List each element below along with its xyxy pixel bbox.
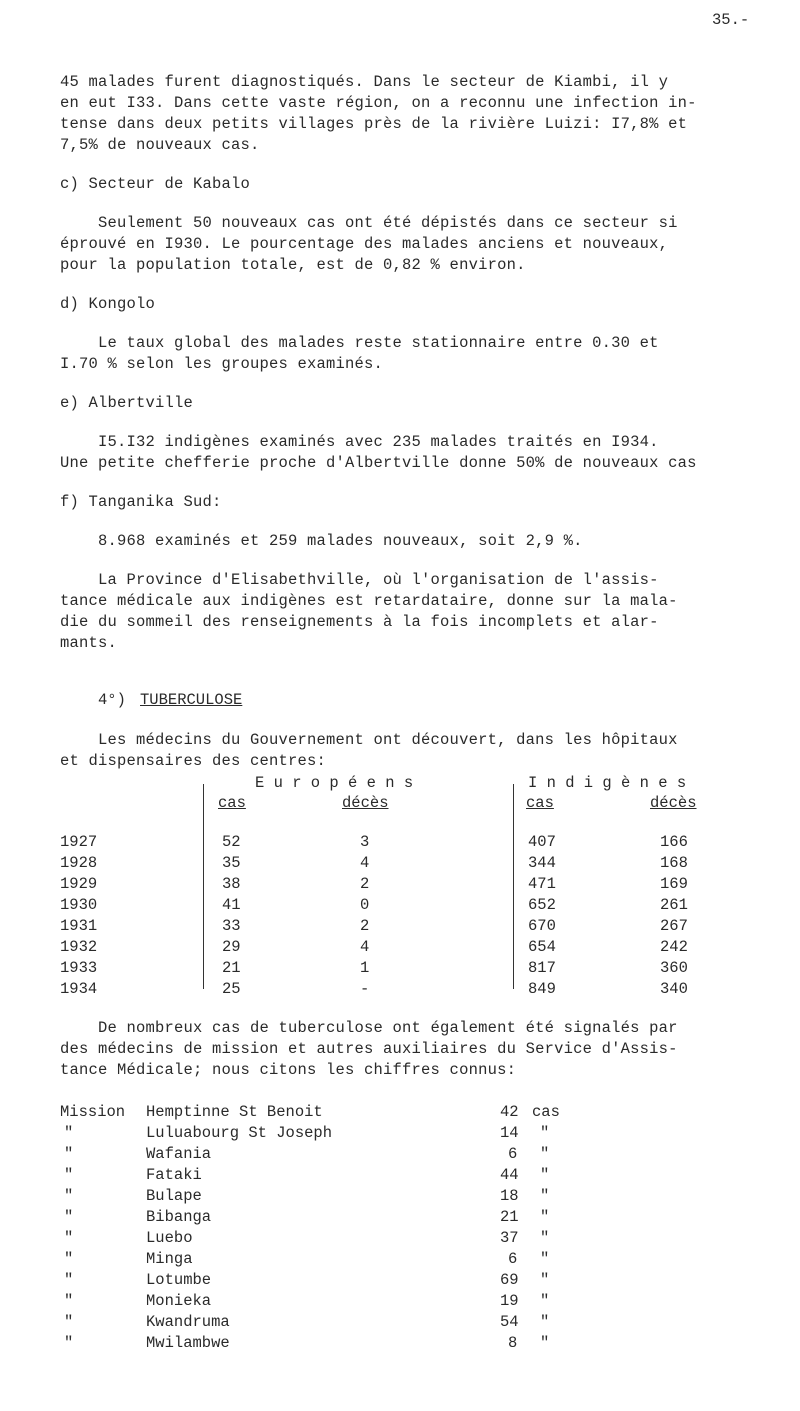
in-cas-cell: 407 bbox=[528, 833, 556, 851]
mission-name: Luluabourg St Joseph bbox=[146, 1124, 333, 1142]
sub-header-cas: cas bbox=[218, 794, 246, 812]
list-item bbox=[60, 1250, 760, 1271]
year-cell: 1928 bbox=[60, 854, 98, 872]
text-line: 45 malades furent diagnostiqués. Dans le secteur de Kiambi, il y bbox=[60, 73, 669, 91]
mission-unit: " bbox=[540, 1145, 550, 1163]
eu-deces-cell: 0 bbox=[360, 896, 370, 914]
in-cas-cell: 670 bbox=[528, 917, 556, 935]
mission-unit: " bbox=[540, 1124, 550, 1142]
mission-name: Bulape bbox=[146, 1187, 202, 1205]
section-number: 4°) bbox=[98, 691, 126, 709]
year-cell: 1933 bbox=[60, 959, 98, 977]
in-deces-cell: 166 bbox=[660, 833, 688, 851]
mission-prefix: " bbox=[64, 1166, 74, 1184]
mission-prefix: " bbox=[64, 1292, 74, 1310]
mission-name: Mwilambwe bbox=[146, 1334, 230, 1352]
year-cell: 1932 bbox=[60, 938, 98, 956]
eu-cas-cell: 38 bbox=[222, 875, 241, 893]
in-deces-cell: 267 bbox=[660, 917, 688, 935]
in-cas-cell: 652 bbox=[528, 896, 556, 914]
mission-count: 6 bbox=[508, 1250, 518, 1268]
section-heading-albertville: e) Albertville bbox=[60, 394, 194, 412]
list-item bbox=[60, 1145, 760, 1166]
mission-unit: " bbox=[540, 1334, 550, 1352]
mission-prefix: " bbox=[64, 1145, 74, 1163]
eu-cas-cell: 33 bbox=[222, 917, 241, 935]
section-heading-tanganika: f) Tanganika Sud: bbox=[60, 493, 222, 511]
eu-cas-cell: 29 bbox=[222, 938, 241, 956]
sub-header-deces: décès bbox=[342, 794, 389, 812]
sub-header-deces: décès bbox=[650, 794, 697, 812]
mission-count: 14 bbox=[500, 1124, 519, 1142]
eu-cas-cell: 35 bbox=[222, 854, 241, 872]
text-line: pour la population totale, est de 0,82 % environ. bbox=[60, 256, 526, 274]
text-line: die du sommeil des renseignements à la fois incomplets et alar- bbox=[60, 613, 659, 631]
eu-deces-cell: 1 bbox=[360, 959, 370, 977]
mission-name: Kwandruma bbox=[146, 1313, 230, 1331]
mission-count: 8 bbox=[508, 1334, 518, 1352]
eu-deces-cell: 2 bbox=[360, 875, 370, 893]
mission-count: 42 bbox=[500, 1103, 519, 1121]
list-item bbox=[60, 1271, 760, 1292]
mission-unit: cas bbox=[532, 1103, 560, 1121]
year-cell: 1929 bbox=[60, 875, 98, 893]
mission-prefix: Mission bbox=[60, 1103, 126, 1121]
text-line: et dispensaires des centres: bbox=[60, 752, 327, 770]
text-line: La Province d'Elisabethville, où l'organisation de l'assis- bbox=[60, 571, 659, 589]
mission-unit: " bbox=[540, 1313, 550, 1331]
section-heading-kongolo: d) Kongolo bbox=[60, 295, 156, 313]
mission-prefix: " bbox=[64, 1124, 74, 1142]
year-cell: 1930 bbox=[60, 896, 98, 914]
mission-name: Lotumbe bbox=[146, 1271, 212, 1289]
mission-name: Luebo bbox=[146, 1229, 193, 1247]
in-deces-cell: 340 bbox=[660, 980, 688, 998]
text-line: tense dans deux petits villages près de la rivière Luizi: I7,8% et bbox=[60, 115, 688, 133]
text-line: Le taux global des malades reste stationnaire entre 0.30 et bbox=[60, 334, 659, 352]
mission-count: 37 bbox=[500, 1229, 519, 1247]
mission-name: Bibanga bbox=[146, 1208, 212, 1226]
text-line: 7,5% de nouveaux cas. bbox=[60, 136, 260, 154]
eu-cas-cell: 21 bbox=[222, 959, 241, 977]
in-cas-cell: 849 bbox=[528, 980, 556, 998]
mission-unit: " bbox=[540, 1292, 550, 1310]
mission-name: Hemptinne St Benoit bbox=[146, 1103, 323, 1121]
mission-unit: " bbox=[540, 1271, 550, 1289]
year-cell: 1931 bbox=[60, 917, 98, 935]
text-line: éprouvé en I930. Le pourcentage des malades anciens et nouveaux, bbox=[60, 235, 669, 253]
mission-unit: " bbox=[540, 1229, 550, 1247]
mission-prefix: " bbox=[64, 1313, 74, 1331]
mission-count: 6 bbox=[508, 1145, 518, 1163]
eu-cas-cell: 41 bbox=[222, 896, 241, 914]
list-item bbox=[60, 1229, 760, 1250]
mission-count: 18 bbox=[500, 1187, 519, 1205]
mission-prefix: " bbox=[64, 1229, 74, 1247]
in-cas-cell: 817 bbox=[528, 959, 556, 977]
list-item bbox=[60, 1292, 760, 1313]
in-deces-cell: 242 bbox=[660, 938, 688, 956]
mission-unit: " bbox=[540, 1250, 550, 1268]
eu-deces-cell: - bbox=[360, 980, 370, 998]
year-cell: 1934 bbox=[60, 980, 98, 998]
mission-count: 21 bbox=[500, 1208, 519, 1226]
text-line: mants. bbox=[60, 634, 118, 652]
list-item bbox=[60, 1187, 760, 1208]
eu-cas-cell: 25 bbox=[222, 980, 241, 998]
mission-count: 54 bbox=[500, 1313, 519, 1331]
list-item bbox=[60, 1166, 760, 1187]
text-line: Une petite chefferie proche d'Albertville donne 50% de nouveaux cas bbox=[60, 454, 697, 472]
list-item bbox=[60, 1103, 760, 1124]
section-title-tuberculose: TUBERCULOSE bbox=[140, 691, 243, 709]
eu-deces-cell: 3 bbox=[360, 833, 370, 851]
mission-prefix: " bbox=[64, 1187, 74, 1205]
mission-name: Wafania bbox=[146, 1145, 212, 1163]
list-item bbox=[60, 1313, 760, 1334]
text-line: des médecins de mission et autres auxiliaires du Service d'Assis- bbox=[60, 1040, 678, 1058]
text-line: Seulement 50 nouveaux cas ont été dépistés dans ce secteur si bbox=[60, 214, 678, 232]
text-line: I5.I32 indigènes examinés avec 235 malades traités en I934. bbox=[60, 433, 659, 451]
mission-name: Fataki bbox=[146, 1166, 202, 1184]
mission-name: Minga bbox=[146, 1250, 193, 1268]
column-rule bbox=[203, 784, 204, 989]
mission-name: Monieka bbox=[146, 1292, 212, 1310]
in-deces-cell: 261 bbox=[660, 896, 688, 914]
text-line: De nombreux cas de tuberculose ont également été signalés par bbox=[60, 1019, 678, 1037]
mission-prefix: " bbox=[64, 1250, 74, 1268]
section-heading-kabalo: c) Secteur de Kabalo bbox=[60, 175, 251, 193]
mission-prefix: " bbox=[64, 1271, 74, 1289]
text-line: 8.968 examinés et 259 malades nouveaux, soit 2,9 %. bbox=[60, 532, 583, 550]
in-deces-cell: 360 bbox=[660, 959, 688, 977]
in-deces-cell: 169 bbox=[660, 875, 688, 893]
mission-count: 69 bbox=[500, 1271, 519, 1289]
column-rule bbox=[513, 784, 514, 989]
in-cas-cell: 344 bbox=[528, 854, 556, 872]
text-line: en eut I33. Dans cette vaste région, on a reconnu une infection in- bbox=[60, 94, 697, 112]
in-cas-cell: 471 bbox=[528, 875, 556, 893]
mission-unit: " bbox=[540, 1166, 550, 1184]
year-cell: 1927 bbox=[60, 833, 98, 851]
eu-deces-cell: 4 bbox=[360, 938, 370, 956]
eu-deces-cell: 4 bbox=[360, 854, 370, 872]
mission-count: 19 bbox=[500, 1292, 519, 1310]
eu-cas-cell: 52 bbox=[222, 833, 241, 851]
mission-unit: " bbox=[540, 1187, 550, 1205]
list-item bbox=[60, 1124, 760, 1145]
text-line: tance médicale aux indigènes est retardataire, donne sur la mala- bbox=[60, 592, 678, 610]
text-line: I.70 % selon les groupes examinés. bbox=[60, 355, 384, 373]
list-item bbox=[60, 1334, 760, 1355]
text-line: Les médecins du Gouvernement ont découvert, dans les hôpitaux bbox=[60, 731, 678, 749]
group-header-indigenes: I n d i g è n e s bbox=[528, 774, 687, 792]
sub-header-cas: cas bbox=[526, 794, 554, 812]
mission-unit: " bbox=[540, 1208, 550, 1226]
mission-count: 44 bbox=[500, 1166, 519, 1184]
mission-prefix: " bbox=[64, 1208, 74, 1226]
list-item bbox=[60, 1208, 760, 1229]
text-line: tance Médicale; nous citons les chiffres connus: bbox=[60, 1061, 517, 1079]
eu-deces-cell: 2 bbox=[360, 917, 370, 935]
in-cas-cell: 654 bbox=[528, 938, 556, 956]
mission-prefix: " bbox=[64, 1334, 74, 1352]
page-number: 35.- bbox=[712, 11, 750, 29]
group-header-europeens: E u r o p é e n s bbox=[255, 774, 414, 792]
in-deces-cell: 168 bbox=[660, 854, 688, 872]
